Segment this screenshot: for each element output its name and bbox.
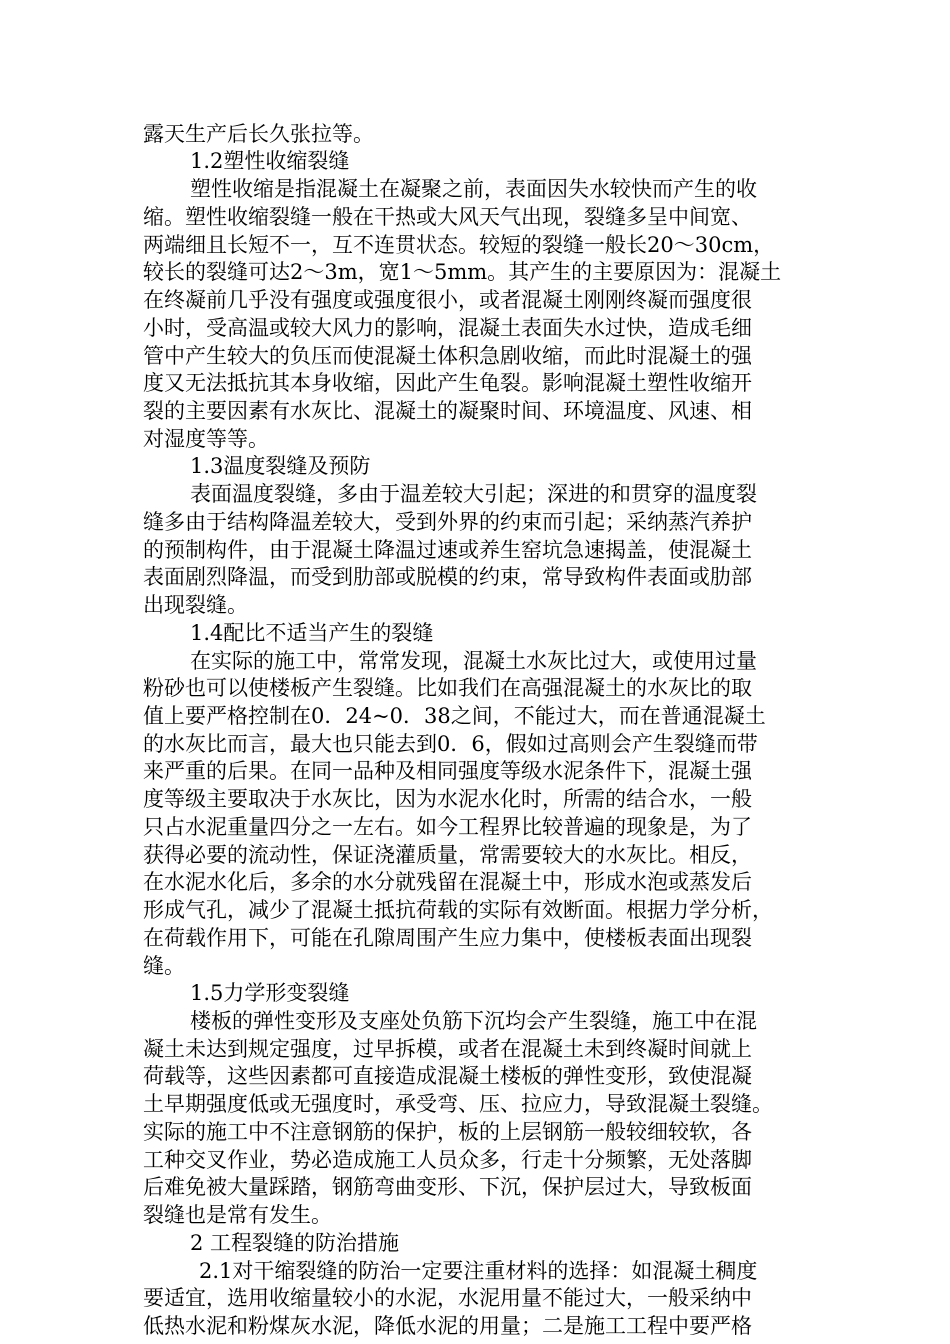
paragraph-text-line: 来严重的后果。在同一品种及相同强度等级水泥条件下，混凝土强 bbox=[143, 759, 752, 783]
paragraph-text-line: 2.1对干缩裂缝的防治一定要注重材料的选择：如混凝土稠度 bbox=[199, 1259, 758, 1283]
paragraph-text-line: 两端细且长短不一，互不连贯状态。较短的裂缝一般长20～30cm， bbox=[143, 233, 775, 257]
paragraph-text-line: 表面剧烈降温，而受到肋部或脱模的约束，常导致构件表面或肋部 bbox=[143, 565, 752, 589]
paragraph-text-line: 实际的施工中不注意钢筋的保护，板的上层钢筋一般较细较软，各 bbox=[143, 1120, 752, 1144]
paragraph-text-line: 后难免被大量踩踏，钢筋弯曲变形、下沉，保护层过大，导致板面 bbox=[143, 1175, 752, 1199]
paragraph-text-line: 值上要严格控制在0．24~0．38之间，不能过大，而在普通混凝土 bbox=[143, 704, 766, 728]
paragraph-text-line: 缝。 bbox=[143, 954, 185, 978]
paragraph-text-line: 裂缝也是常有发生。 bbox=[143, 1203, 332, 1227]
paragraph-text-line: 土早期强度低或无强度时，承受弯、压、拉应力，导致混凝土裂缝。 bbox=[143, 1092, 773, 1116]
paragraph-text-line: 要适宜，选用收缩量较小的水泥，水泥用量不能过大，一般采纳中 bbox=[143, 1286, 752, 1310]
section-heading: 1.5力学形变裂缝 bbox=[190, 981, 350, 1005]
section-heading: 2 工程裂缝的防治措施 bbox=[190, 1231, 400, 1255]
paragraph-text-line: 的水灰比而言，最大也只能去到0．6，假如过高则会产生裂缝而带 bbox=[143, 732, 758, 756]
paragraph-text-line: 在荷载作用下，可能在孔隙周围产生应力集中，使楼板表面出现裂 bbox=[143, 926, 752, 950]
paragraph-text-line: 形成气孔，减少了混凝土抵抗荷载的实际有效断面。根据力学分析， bbox=[143, 898, 773, 922]
paragraph-text-line: 获得必要的流动性，保证浇灌质量，常需要较大的水灰比。相反， bbox=[143, 843, 752, 867]
paragraph-text-line: 裂的主要因素有水灰比、混凝土的凝聚时间、环境温度、风速、相 bbox=[143, 399, 752, 423]
paragraph-text-line: 露天生产后长久张拉等。 bbox=[143, 122, 374, 146]
paragraph-text-line: 塑性收缩是指混凝土在凝聚之前，表面因失水较快而产生的收 bbox=[190, 177, 757, 201]
paragraph-text-line: 度等级主要取决于水灰比，因为水泥水化时，所需的结合水，一般 bbox=[143, 787, 752, 811]
paragraph-text-line: 度又无法抵抗其本身收缩，因此产生龟裂。影响混凝土塑性收缩开 bbox=[143, 371, 752, 395]
paragraph-text-line: 楼板的弹性变形及支座处负筋下沉均会产生裂缝，施工中在混 bbox=[190, 1009, 757, 1033]
paragraph-text-line: 表面温度裂缝，多由于温差较大引起；深进的和贯穿的温度裂 bbox=[190, 482, 757, 506]
paragraph-text-line: 工种交叉作业，势必造成施工人员众多，行走十分频繁，无处落脚 bbox=[143, 1148, 752, 1172]
paragraph-text-line: 只占水泥重量四分之一左右。如今工程界比较普遍的现象是，为了 bbox=[143, 815, 752, 839]
paragraph-text-line: 小时，受高温或较大风力的影响，混凝土表面失水过快，造成毛细 bbox=[143, 316, 752, 340]
paragraph-text-line: 缩。塑性收缩裂缝一般在干热或大风天气出现，裂缝多呈中间宽、 bbox=[143, 205, 752, 229]
paragraph-text-line: 的预制构件，由于混凝土降温过速或养生窑坑急速揭盖，使混凝土 bbox=[143, 538, 752, 562]
paragraph-text-line: 粉砂也可以使楼板产生裂缝。比如我们在高强混凝土的水灰比的取 bbox=[143, 676, 752, 700]
paragraph-text-line: 在实际的施工中，常常发现，混凝土水灰比过大，或使用过量 bbox=[190, 649, 757, 673]
paragraph-text-line: 在终凝前几乎没有强度或强度很小，或者混凝土刚刚终凝而强度很 bbox=[143, 288, 752, 312]
paragraph-text-line: 在水泥水化后，多余的水分就残留在混凝土中，形成水泡或蒸发后 bbox=[143, 870, 752, 894]
paragraph-text-line: 凝土未达到规定强度，过早拆模，或者在混凝土未到终凝时间就上 bbox=[143, 1037, 752, 1061]
paragraph-text-line: 出现裂缝。 bbox=[143, 593, 248, 617]
paragraph-text-line: 管中产生较大的负压而使混凝土体积急剧收缩，而此时混凝土的强 bbox=[143, 344, 752, 368]
section-heading: 1.4配比不适当产生的裂缝 bbox=[190, 621, 434, 645]
section-heading: 1.2塑性收缩裂缝 bbox=[190, 149, 350, 173]
paragraph-text-line: 荷载等，这些因素都可直接造成混凝土楼板的弹性变形，致使混凝 bbox=[143, 1064, 752, 1088]
paragraph-text-line: 较长的裂缝可达2～3m，宽1～5mm。其产生的主要原因为：混凝土 bbox=[143, 260, 782, 284]
section-heading: 1.3温度裂缝及预防 bbox=[190, 454, 371, 478]
paragraph-text-line: 缝多由于结构降温差较大，受到外界的约束而引起；采纳蒸汽养护 bbox=[143, 510, 752, 534]
paragraph-text-line: 对湿度等等。 bbox=[143, 427, 269, 451]
paragraph-text-line: 低热水泥和粉煤灰水泥，降低水泥的用量；二是施工工程中要严格 bbox=[143, 1314, 752, 1338]
